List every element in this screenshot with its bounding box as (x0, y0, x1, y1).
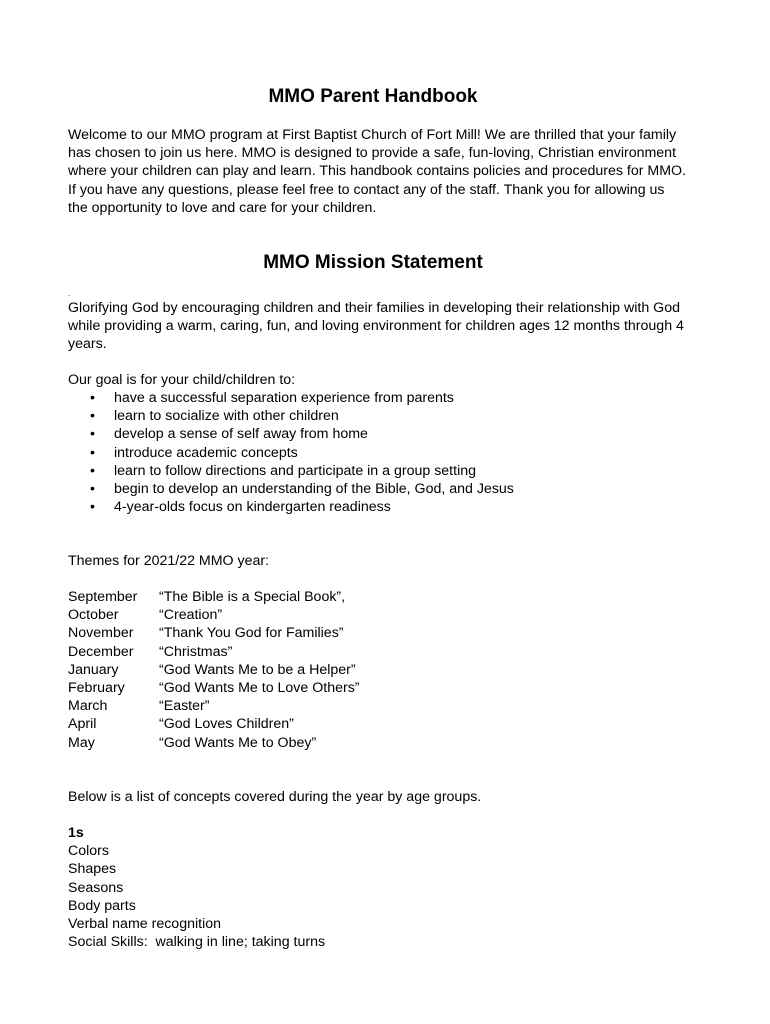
theme-row (68, 734, 360, 752)
theme-row (68, 697, 360, 715)
concept-item: Colors (68, 843, 109, 860)
concept-item: Social Skills: walking in line; taking turns (68, 934, 326, 951)
theme-title: “God Wants Me to Obey” (159, 734, 317, 751)
theme-row (68, 588, 360, 606)
theme-month: October (68, 607, 119, 624)
theme-row (68, 715, 360, 733)
mission-mark: . (68, 289, 71, 298)
theme-month: September (68, 589, 138, 605)
themes-intro: Themes for 2021/22 MMO year: (68, 553, 270, 569)
theme-title: “God Wants Me to be a Helper” (159, 661, 356, 678)
concept-item: Seasons (68, 879, 124, 896)
age-group-heading: 1s (68, 825, 84, 841)
theme-title: “Christmas” (159, 643, 233, 660)
theme-month: December (68, 643, 134, 660)
theme-month: May (68, 734, 95, 751)
welcome-paragraph: Welcome to our MMO program at First Baptist Church of Fort Mill! We are thrilled that your family has chosen to join us here. MMO is designed to provide a safe, fun-loving, Christian environment where your children can play and learn. This handbook contains policies and procedures for MMO. If you have any questions, please feel free to contact any of the staff. Thank you for allowing us the opportunity to love and care for your children. (68, 127, 687, 216)
theme-row (68, 624, 360, 642)
goal-item: • develop a sense of self away from home (90, 425, 514, 443)
theme-row (68, 661, 360, 679)
theme-month: February (68, 680, 125, 697)
mission-heading: MMO Mission Statement (263, 252, 483, 273)
concept-item: Body parts (68, 897, 136, 914)
concept-item: Shapes (68, 861, 117, 878)
goals-list (90, 389, 514, 516)
theme-title: “God Loves Children” (159, 716, 294, 733)
theme-title: “The Bible is a Special Book”, (159, 589, 346, 605)
concept-item: Verbal name recognition (68, 916, 222, 933)
goals-intro: Our goal is for your child/children to: (68, 372, 296, 388)
mission-statement: Glorifying God by encouraging children and their families in developing their relationship with God while providing a warm, caring, fun, and loving environment for children ages 12 months through 4 years. (68, 300, 684, 353)
page-title: MMO Parent Handbook (268, 86, 478, 107)
goal-item: • have a successful separation experience from parents (90, 389, 514, 407)
age-group-list (68, 824, 325, 951)
theme-row (68, 606, 360, 624)
theme-month: March (68, 698, 108, 715)
concepts-intro: Below is a list of concepts covered during the year by age groups. (68, 789, 482, 805)
goal-item: • begin to develop an understanding of the Bible, God, and Jesus (90, 480, 514, 498)
themes-table (68, 588, 360, 752)
theme-title: “Thank You God for Families” (159, 625, 344, 642)
theme-month: April (68, 716, 97, 733)
theme-row (68, 643, 360, 661)
goal-item: • learn to follow directions and participate in a group setting (90, 462, 514, 480)
theme-row (68, 679, 360, 697)
theme-title: “Creation” (159, 607, 223, 624)
goal-item: • 4-year-olds focus on kindergarten readiness (90, 498, 514, 516)
theme-title: “Easter” (159, 698, 210, 715)
goal-item: • learn to socialize with other children (90, 407, 514, 425)
theme-title: “God Wants Me to Love Others” (159, 680, 360, 697)
theme-month: January (68, 661, 119, 678)
goal-item: • introduce academic concepts (90, 444, 514, 462)
theme-month: November (68, 625, 134, 642)
